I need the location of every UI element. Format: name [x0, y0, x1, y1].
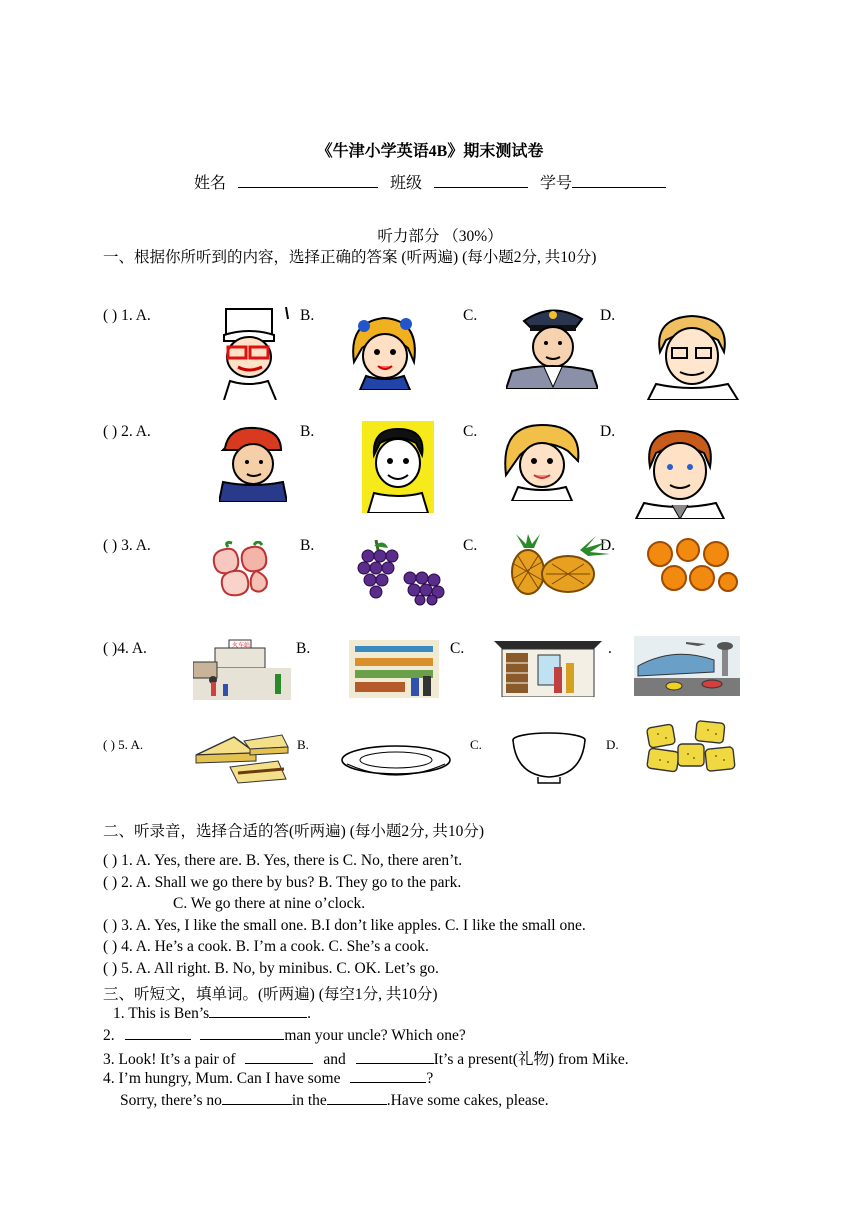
part3-sentence-3 [103, 1047, 629, 1069]
s5-text-c: .Have some cakes, please. [386, 1092, 549, 1109]
q3-prefix: ( ) 3. A. [103, 537, 151, 554]
s4-blank[interactable] [350, 1069, 426, 1083]
bookshop-icon[interactable] [494, 641, 602, 697]
q5-d-label: D. [606, 737, 619, 752]
part2-q4: ( ) 4. A. He’s a cook. B. I’m a cook. C. She’s a cook. [103, 938, 429, 955]
s5-blank-2[interactable] [327, 1091, 387, 1105]
class-blank[interactable] [434, 173, 528, 188]
page-title: 《牛津小学英语4B》期末测试卷 [316, 143, 544, 160]
s3-text-a: 3. Look! It’s a pair of [103, 1051, 236, 1068]
q5-prefix: ( ) 5. A. [103, 737, 144, 752]
policeman-icon[interactable] [506, 301, 598, 389]
q2-c-label: C. [463, 423, 478, 440]
s1-text: 1. This is Ben’s [113, 1005, 210, 1022]
s4-end: ? [426, 1070, 434, 1087]
q5-c-label: C. [470, 737, 482, 752]
train-station-icon[interactable] [193, 638, 291, 700]
part2-q2: ( ) 2. A. Shall we go there by bus? B. They go to the park. [103, 874, 462, 891]
student-info-line [0, 170, 860, 193]
q2-prefix: ( ) 2. A. [103, 423, 151, 440]
name-label: 姓名 [193, 175, 226, 192]
q4-b-label: B. [296, 640, 311, 657]
q4-c-label: C. [450, 640, 465, 657]
q1-b-label: B. [300, 307, 315, 324]
s3-text-b: and [323, 1051, 346, 1068]
bowl-icon[interactable] [510, 731, 588, 785]
s2-blank-1[interactable] [125, 1026, 191, 1040]
q3-c-label: C. [463, 537, 478, 554]
s2-blank-2[interactable] [200, 1026, 284, 1040]
old-man-icon[interactable] [646, 312, 740, 400]
name-blank[interactable] [238, 173, 378, 188]
s2-text: man your uncle? Which one? [284, 1027, 466, 1044]
part2-q5: ( ) 5. A. All right. B. No, by minibus. C. OK. Let’s go. [103, 960, 439, 977]
q4-d-label: . [608, 640, 612, 657]
part3-sentence-4 [103, 1069, 433, 1088]
biscuits-icon[interactable] [646, 720, 738, 774]
woman-icon[interactable] [502, 421, 584, 501]
q2-b-label: B. [300, 423, 315, 440]
part1-heading: 一、根据你所听到的内容，选择正确的答案 (听两遍) (每小题2分, 共10分) [103, 249, 597, 266]
s5-blank-1[interactable] [222, 1091, 292, 1105]
part2-q3: ( ) 3. A. Yes, I like the small one. B.I don’t like apples. C. I like the small one. [103, 917, 586, 934]
s2-num: 2. [103, 1027, 115, 1044]
s4-text: 4. I’m hungry, Mum. Can I have some [103, 1070, 341, 1087]
worker-icon[interactable] [219, 424, 287, 502]
q1-d-label: D. [600, 307, 616, 324]
q3-d-label: D. [600, 537, 616, 554]
part3-heading: 三、听短文，填单词。(听两遍) (每空1分, 共10分) [103, 986, 438, 1003]
part3-sentence-5 [120, 1091, 549, 1110]
s3-blank-2[interactable] [356, 1050, 434, 1064]
part3-sentence-1 [113, 1004, 311, 1023]
part2-heading: 二、听录音，选择合适的答(听两遍) (每小题2分, 共10分) [103, 823, 485, 840]
girl-icon[interactable] [348, 312, 422, 390]
listening-header: 听力部分 （30%） [377, 228, 503, 245]
s3-text-c: It’s a present(礼物) from Mike. [433, 1051, 629, 1068]
part2-q1: ( ) 1. A. Yes, there are. B. Yes, there is C. No, there aren’t. [103, 852, 463, 869]
boy-icon[interactable] [362, 421, 434, 513]
oranges-icon[interactable] [638, 538, 738, 596]
chef-icon[interactable] [216, 305, 292, 400]
peaches-icon[interactable] [210, 541, 274, 597]
q1-prefix: ( ) 1. A. [103, 307, 151, 324]
q5-b-label: B. [297, 737, 309, 752]
number-label: 学号 [540, 175, 573, 192]
q3-b-label: B. [300, 537, 315, 554]
s3-blank-1[interactable] [245, 1050, 313, 1064]
svg-text:火车站: 火车站 [232, 642, 251, 649]
q1-c-label: C. [463, 307, 478, 324]
grapes-icon[interactable] [354, 538, 446, 606]
q4-prefix: ( )4. A. [103, 640, 147, 657]
pineapples-icon[interactable] [506, 534, 610, 596]
s5-text-b: in the [291, 1092, 327, 1109]
part3-sentence-2 [103, 1026, 466, 1045]
number-blank[interactable] [572, 173, 666, 188]
class-label: 班级 [389, 175, 422, 192]
plate-icon[interactable] [339, 742, 453, 782]
s1-blank[interactable] [209, 1004, 307, 1018]
s1-end: . [307, 1005, 312, 1022]
q2-d-label: D. [600, 423, 616, 440]
man-icon[interactable] [634, 427, 726, 519]
sandwiches-icon[interactable] [194, 733, 290, 785]
s5-text-a: Sorry, there’s no [120, 1092, 222, 1109]
part2-q2-option-c: C. We go there at nine o’clock. [173, 895, 366, 912]
supermarket-icon[interactable] [349, 640, 439, 698]
airport-icon[interactable] [634, 636, 740, 696]
